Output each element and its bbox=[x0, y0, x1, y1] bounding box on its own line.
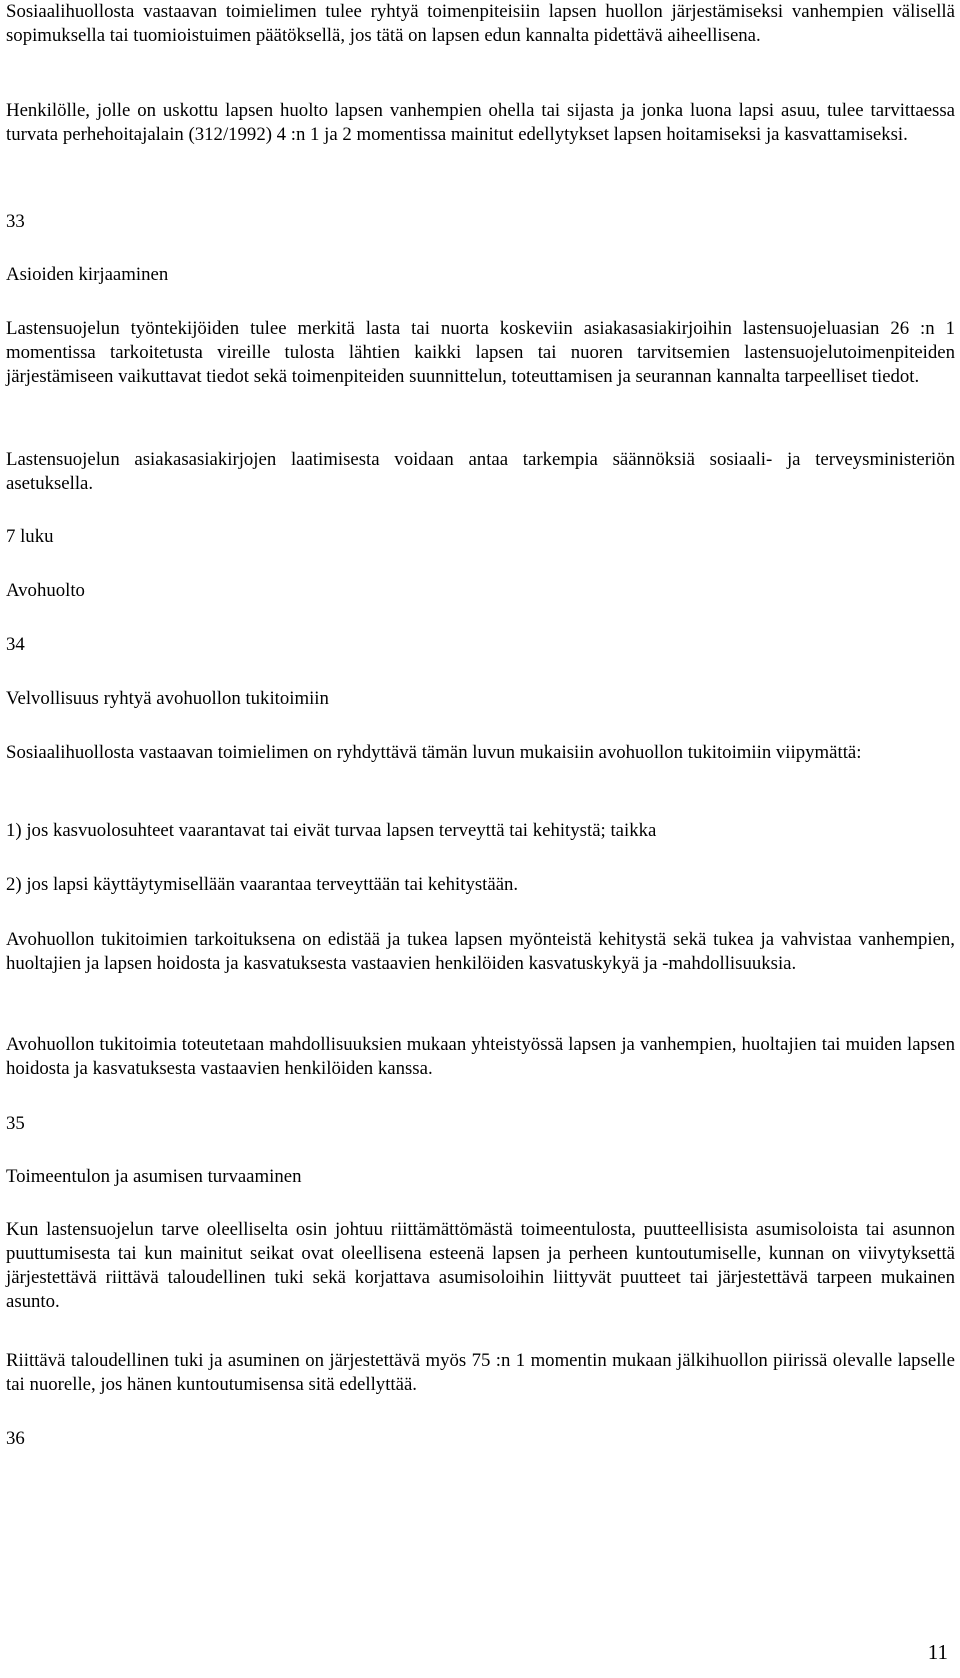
paragraph: Avohuollon tukitoimien tarkoituksena on edistää ja tukea lapsen myönteistä kehitystä sekä tukea ja vahvistaa vanhempien, huoltajien ja lapsen hoidosta ja kasvatuksesta vastaavien henkilöiden kasvatuskykyä ja -mahdollisuuksia. bbox=[6, 929, 955, 974]
paragraph: Avohuollon tukitoimia toteutetaan mahdollisuuksien mukaan yhteistyössä lapsen ja vanhempien, huoltajien tai muiden lapsen hoidosta ja kasvatuksesta vastaavien henkilöiden kanssa. bbox=[6, 1034, 955, 1079]
paragraph: Riittävä taloudellinen tuki ja asuminen on järjestettävä myös 75 :n 1 momentin mukaan jälkihuollon piirissä olevalle lapselle tai nuorelle, jos hänen kuntoutumisensa sitä edellyttää. bbox=[6, 1350, 955, 1395]
section-number: 36 bbox=[6, 1428, 25, 1449]
list-item: 1) jos kasvuolosuhteet vaarantavat tai eivät turvaa lapsen terveyttä tai kehitystä; taikka bbox=[6, 820, 657, 841]
section-number: 34 bbox=[6, 634, 25, 655]
section-number: 35 bbox=[6, 1113, 25, 1134]
chapter-number: 7 luku bbox=[6, 526, 54, 547]
paragraph: Sosiaalihuollosta vastaavan toimielimen tulee ryhtyä toimenpiteisiin lapsen huollon järjestämiseksi vanhempien välisellä sopimuksella tai tuomioistuimen päätöksellä, jos tätä on lapsen edun kannalta pidettävä aiheellisena. bbox=[6, 1, 955, 46]
list-item: 2) jos lapsi käyttäytymisellään vaarantaa terveyttään tai kehitystään. bbox=[6, 874, 519, 895]
paragraph: Henkilölle, jolle on uskottu lapsen huolto lapsen vanhempien ohella tai sijasta ja jonka luona lapsi asuu, tulee tarvittaessa turvata perhehoitajalain (312/1992) 4 :n 1 ja 2 momentissa mainitut edellytykset lapsen hoitamiseksi ja kasvattamiseksi. bbox=[6, 100, 955, 145]
page-number: 11 bbox=[927, 1640, 948, 1664]
chapter-heading: Avohuolto bbox=[6, 580, 85, 601]
section-number: 33 bbox=[6, 211, 25, 232]
paragraph: Lastensuojelun työntekijöiden tulee merkitä lasta tai nuorta koskeviin asiakasasiakirjoihin lastensuojeluasian 26 :n 1 momentissa tarkoitetusta vireille tulosta lähtien kaikki lapsen tai nuoren tarvitsemien lastensuojelutoimenpiteiden järjestämiseen vaikuttavat tiedot sekä toimenpiteiden suunnittelun, toteuttamisen ja seurannan kannalta tarpeelliset tiedot. bbox=[6, 318, 955, 387]
paragraph: Lastensuojelun asiakasasiakirjojen laatimisesta voidaan antaa tarkempia säännöksiä sosiaali- ja terveysministeriön asetuksella. bbox=[6, 449, 955, 494]
paragraph: Kun lastensuojelun tarve oleelliselta osin johtuu riittämättömästä toimeentulosta, puutteellisista asumisoloista tai asunnon puuttumisesta tai kun mainitut seikat ovat oleellisena esteenä lapsen ja perheen kuntoutumiselle, kunnan on viivytyksettä järjestettävä riittävä taloudellinen tuki sekä korjattava asumisoloihin liittyvät puutteet tai järjestettävä tarpeen mukainen asunto. bbox=[6, 1219, 955, 1312]
section-heading: Toimeentulon ja asumisen turvaaminen bbox=[6, 1166, 302, 1187]
section-heading: Asioiden kirjaaminen bbox=[6, 264, 169, 285]
section-heading: Velvollisuus ryhtyä avohuollon tukitoimiin bbox=[6, 688, 329, 709]
paragraph: Sosiaalihuollosta vastaavan toimielimen on ryhdyttävä tämän luvun mukaisiin avohuollon tukitoimiin viipymättä: bbox=[6, 742, 862, 763]
